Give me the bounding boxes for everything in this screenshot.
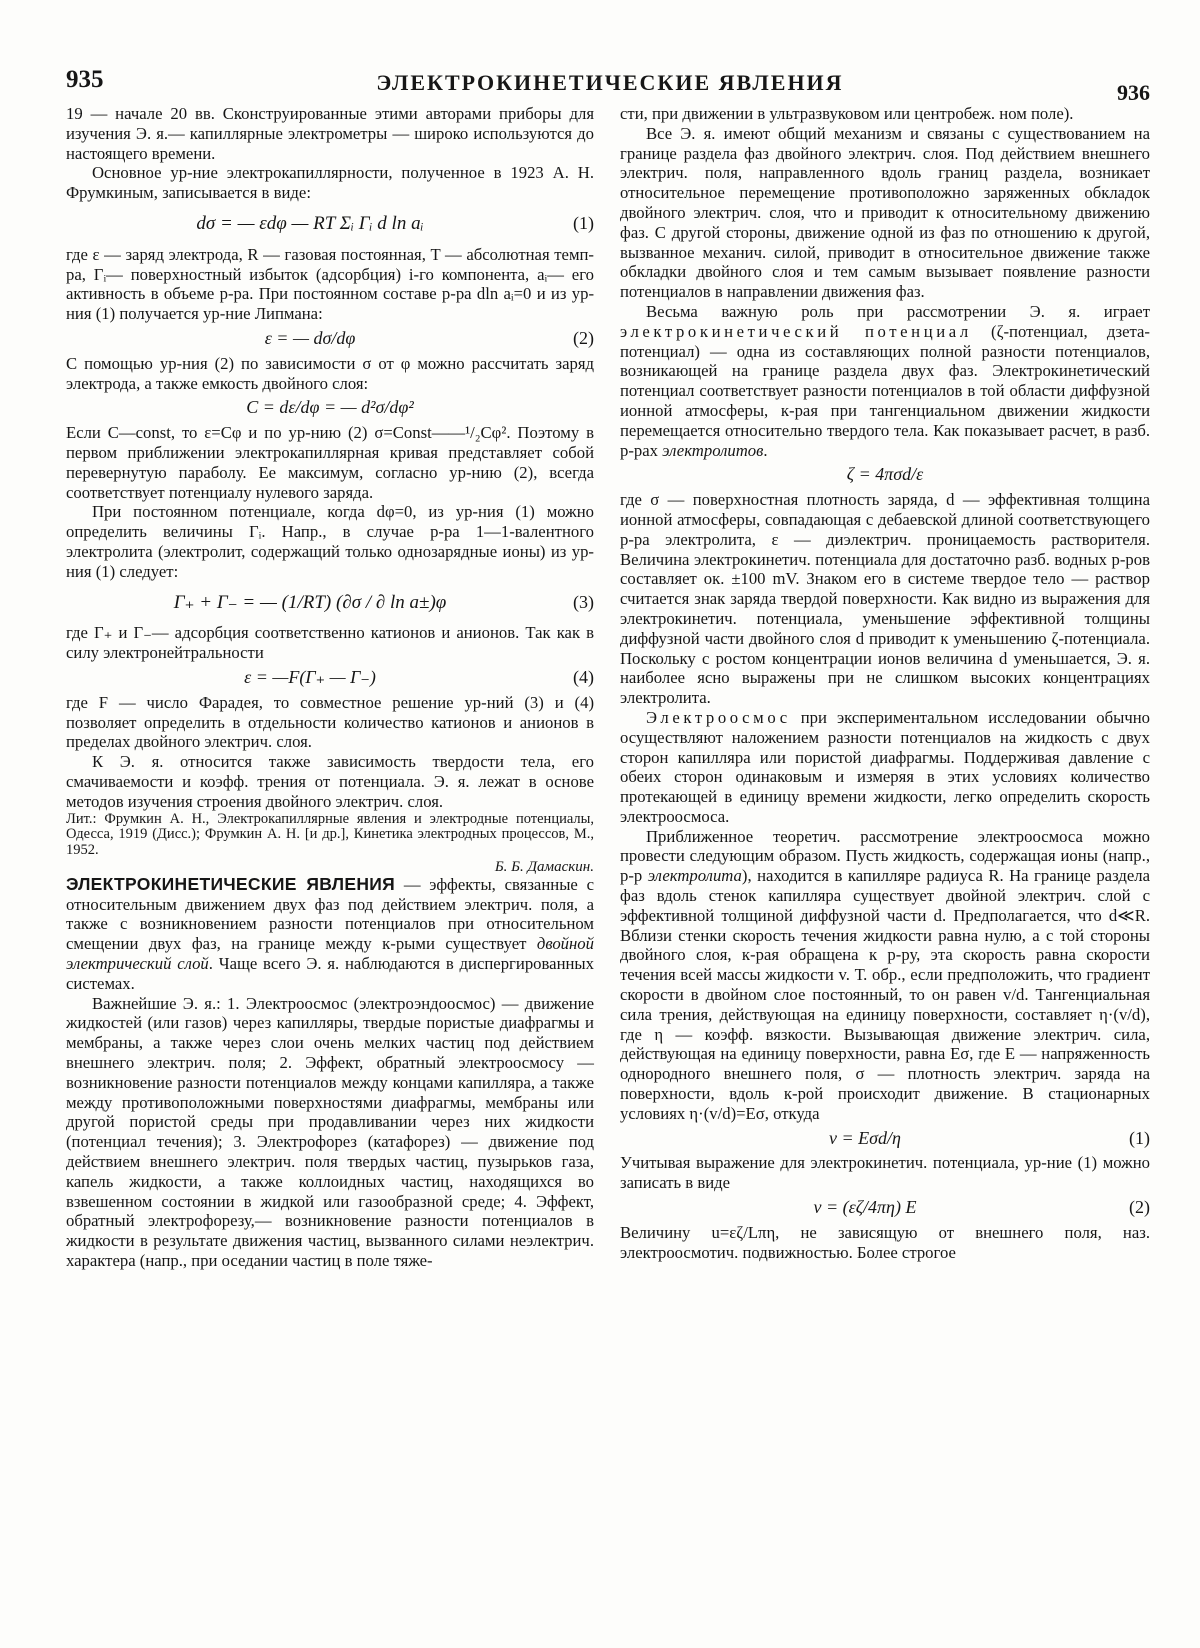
formula-2-right (620, 1198, 1150, 1218)
paragraph: К Э. я. относится также зависимость твердости тела, его смачиваемости и коэфф. трения от потенциала. Э. я. лежат в основе методов изучения строения двойного электрич. слоя. (66, 752, 594, 811)
formula-2 (66, 329, 594, 349)
page-number-right: 936 (1117, 80, 1150, 105)
paragraph: где ε — заряд электрода, R — газовая постоянная, T — абсолютная темп-ра, Γᵢ— поверхностный избыток (адсорбция) i-го компонента, aᵢ— его активность в объеме р-ра. При постоянном составе р-ра dln aᵢ=0 и из ур-ния (1) получается ур-ние Липмана: (66, 244, 594, 324)
paragraph: где F — число Фарадея, то совместное решение ур-ний (3) и (4) позволяет определить в отдельности количество катионов и анионов в пределах двойного электрич. слоя. (66, 692, 594, 752)
formula-number: (2) (1129, 1197, 1150, 1218)
literature-references: Лит.: Фрумкин А. Н., Электрокапиллярные явления и электродные потенциалы, Одесса, 1919 (Дисс.); Фрумкин А. Н. [и др.], Кинетика электродных процессов, М., 1952. (66, 810, 594, 859)
paragraph-text: Весьма важную роль при рассмотрении Э. я. играет (646, 301, 1150, 321)
entry-text: . Чаще всего Э. я. наблюдаются в диспергированных системах. (66, 954, 594, 993)
paragraph: 19 — начале 20 вв. Сконструированные этими авторами приборы для изучения Э. я.— капиллярные электрометры — широко используются до настоящего времени. (66, 104, 594, 163)
paragraph: С помощью ур-ния (2) по зависимости σ от φ можно рассчитать заряд электрода, а также емкость двойного слоя: (66, 353, 594, 393)
formula-number: (1) (1129, 1127, 1150, 1148)
paragraph: где σ — поверхностная плотность заряда, d — эффективная толщина ионной атмосферы, совпадающая с дебаевской длиной соответствующего р-ра электролита, ε — диэлектрич. проницаемость растворителя. Величина электрокинетич. потенциала для достаточно разб. водных р-ров составляет ок. ±100 mV. Знаком его в системе твердое тело — раствор считается знак заряда твердой поверхности. Как видно из выражения для электрокинетич. потенциала, уменьшение эффективной толщины диффузной части двойного слоя d приводит к уменьшению ζ-потенциала. Поскольку с ростом концентрации ионов величина d уменьшается, Э. я. наиболее ясно выражены при не слишком высоких концентрациях электролита. (620, 490, 1150, 708)
paragraph-text: ), находится в капилляре радиуса R. На границе раздела фаз вдоль стенок капилляра существует двойной электрич. слой с эффективной толщиной диффузной части d. Предполагается, что d≪R. Вблизи стенки скорость течения жидкости равна нулю, а с той стороны двойного слоя, к-рая обращена к р-ру, эта скорость равна скорости течения всей массы жидкости v. Т. обр., если предположить, что градиент скорости в двойном слое постоянный, то он равен v/d. Тангенциальная сила трения, действующая на единицу поверхности, составляет η·(v/d), где η — коэфф. вязкости. Вызывающая движение электрич. сила, действующая на единицу поверхности, равна Eσ, где E — напряженность однородного внешнего поля, σ — плотность электрич. заряда на поверхности, вдоль к-рой происходит движение. В стационарных условиях η·(v/d)=Eσ, откуда (620, 866, 1150, 1123)
paragraph: Все Э. я. имеют общий механизм и связаны с существованием на границе раздела фаз двойного электрич. слоя. Под действием внешнего электрич. поля, направленного вдоль границ раздела, возникает относительное перемещение противоположно заряженных обкладок двойного электрич. слоя, что и приводит к относительному движению фаз. С другой стороны, движение одной из фаз по отношению к другой, вызванное механич. силой, приводит в относительное движение также обкладки двойного слоя и тем самым вызывает появление разности потенциалов в направлении движения фаз. (620, 123, 1150, 302)
left-column (66, 104, 594, 1271)
formula-text: dσ = — εdφ — RT Σᵢ Γᵢ d ln aᵢ (196, 212, 424, 234)
paragraph: Основное ур-ние электрокапиллярности, полученное в 1923 А. Н. Фрумкиным, записывается в виде: (66, 163, 594, 203)
entry-text: — эффекты, связанные с относительным движением двух фаз под действием электрич. поля, а также с возникновением разности потенциалов при относительном смещении двух фаз, на границе между к-рыми существует (66, 874, 594, 954)
cross-reference-link[interactable]: двойной электрический слой (66, 934, 594, 974)
spaced-term: Электроосмос (646, 707, 791, 727)
entry-paragraph (66, 875, 594, 994)
paragraph (620, 302, 1150, 460)
formula-text: ε = —F(Γ₊ — Γ₋) (244, 666, 376, 687)
paragraph: сти, при движении в ультразвуковом или центробеж. ном поле). (620, 104, 1074, 123)
right-column (620, 104, 1150, 1262)
formula-text: ε = — dσ/dφ (264, 327, 356, 348)
formula-4 (66, 668, 594, 688)
paragraph: При постоянном потенциале, когда dφ=0, из ур-ния (1) можно определить величины Γᵢ. Напр., в случае р-ра 1—1-валентного электролита (электролит, содержащий только однозарядные ионы) из ур-ния (1) следует: (66, 502, 594, 581)
paragraph: Величину u=εζ/Lπη, не зависящую от внешнего поля, наз. электроосмотич. подвижностью. Более строгое (620, 1222, 1150, 1262)
cross-reference-link[interactable]: электролитов (662, 440, 764, 460)
paragraph-text: при экспериментальном исследовании обычно осуществляют наложением разности потенциалов на жидкость с двух сторон капилляра или пористой диафрагмы. Поддерживая давление с обеих сторон одинаковым и измеряя в этих условиях количество протекающей в единицу времени жидкости, легко определить скорость электроосмоса. (620, 707, 1150, 826)
formula-1-right (620, 1129, 1150, 1149)
running-title: ЭЛЕКТРОКИНЕТИЧЕСКИЕ ЯВЛЕНИЯ (376, 70, 844, 95)
paragraph: Важнейшие Э. я.: 1. Электроосмос (электроэндоосмос) — движение жидкостей (или газов) через капилляры, твердые пористые диафрагмы и мембраны, а также через слои очень мелких частиц под действием внешнего электрич. поля; 2. Эффект, обратный электроосмосу — возникновение разности потенциалов между концами капилляра, а также между противоположными поверхностями диафрагмы, мембраны или другой пористой среды при продавливании через них жидкости (потенциал течения); 3. Электрофорез (катафорез) — движение под действием внешнего электрич. поля твердых частиц, пузырьков газа, капель жидкости, а также коллоидных частиц, находящихся во взвешенном состоянии в жидкой или газообразной среде; 4. Эффект, обратный электрофорезу,— возникновение разности потенциалов в жидкости в результате движения частиц, вызванного силами неэлектрич. характера (напр., при оседании частиц в поле тяже- (66, 993, 594, 1271)
paragraph-text: Приближенное теоретич. рассмотрение электроосмоса можно провести следующим образом. Пусть жидкость, содержащая ионы (напр., р-р (620, 826, 1150, 886)
paragraph: Если C—const, то ε=Cφ и по ур-нию (2) σ=Const——¹/₂Cφ². Поэтому в первом приближении электрокапиллярная кривая представляет собой перевернутую параболу. Ее максимум, согласно ур-нию (2), всегда соответствует потенциалу нулевого заряда. (66, 423, 594, 502)
formula-number: (2) (573, 327, 594, 348)
formula-number: (1) (573, 212, 594, 233)
spaced-term: электрокинетический потенциал (620, 321, 972, 341)
paragraph-text: (ζ-потенциал, дзета-потенциал) — одна из составляющих полной разности потенциалов, возникающей на границе раздела двух фаз. Электрокинетический потенциал соответствует разности потенциалов в той области диффузной ионной атмосферы, к-рая при тангенциальном движении жидкости перемещается относительно твердого тела. Как показывает расчет, в разб. р-рах (620, 321, 1150, 460)
paragraph (620, 708, 1150, 827)
paragraph: где Γ₊ и Γ₋— адсорбция соответственно катионов и анионов. Так как в силу электронейтральности (66, 623, 594, 663)
author-signature: Б. Б. Дамаскин. (494, 858, 594, 875)
formula-1 (66, 214, 594, 234)
formula-zeta (620, 465, 1150, 485)
formula-text: Γ₊ + Γ₋ = — (1/RT) (∂σ / ∂ ln a±)φ (173, 591, 447, 613)
cross-reference-link[interactable]: электролита (647, 866, 742, 886)
formula-text: v = Eσd/η (829, 1127, 901, 1148)
formula-text: ζ = 4πσd/ε (846, 464, 924, 485)
formula-number: (3) (573, 591, 594, 612)
formula-capacitance (66, 398, 594, 418)
formula-text: v = (εζ/4πη) E (813, 1197, 917, 1218)
page-number-left: 935 (66, 66, 104, 93)
entry-headword: ЭЛЕКТРОКИНЕТИЧЕСКИЕ ЯВЛЕНИЯ (66, 873, 396, 894)
paragraph-text: . (763, 440, 768, 460)
paragraph (620, 827, 1150, 1124)
formula-number: (4) (573, 666, 594, 687)
formula-text: C = dε/dφ = — d²σ/dφ² (246, 397, 414, 418)
formula-3 (66, 593, 594, 613)
paragraph: Учитывая выражение для электрокинетич. потенциала, ур-ние (1) можно записать в виде (620, 1153, 1150, 1193)
